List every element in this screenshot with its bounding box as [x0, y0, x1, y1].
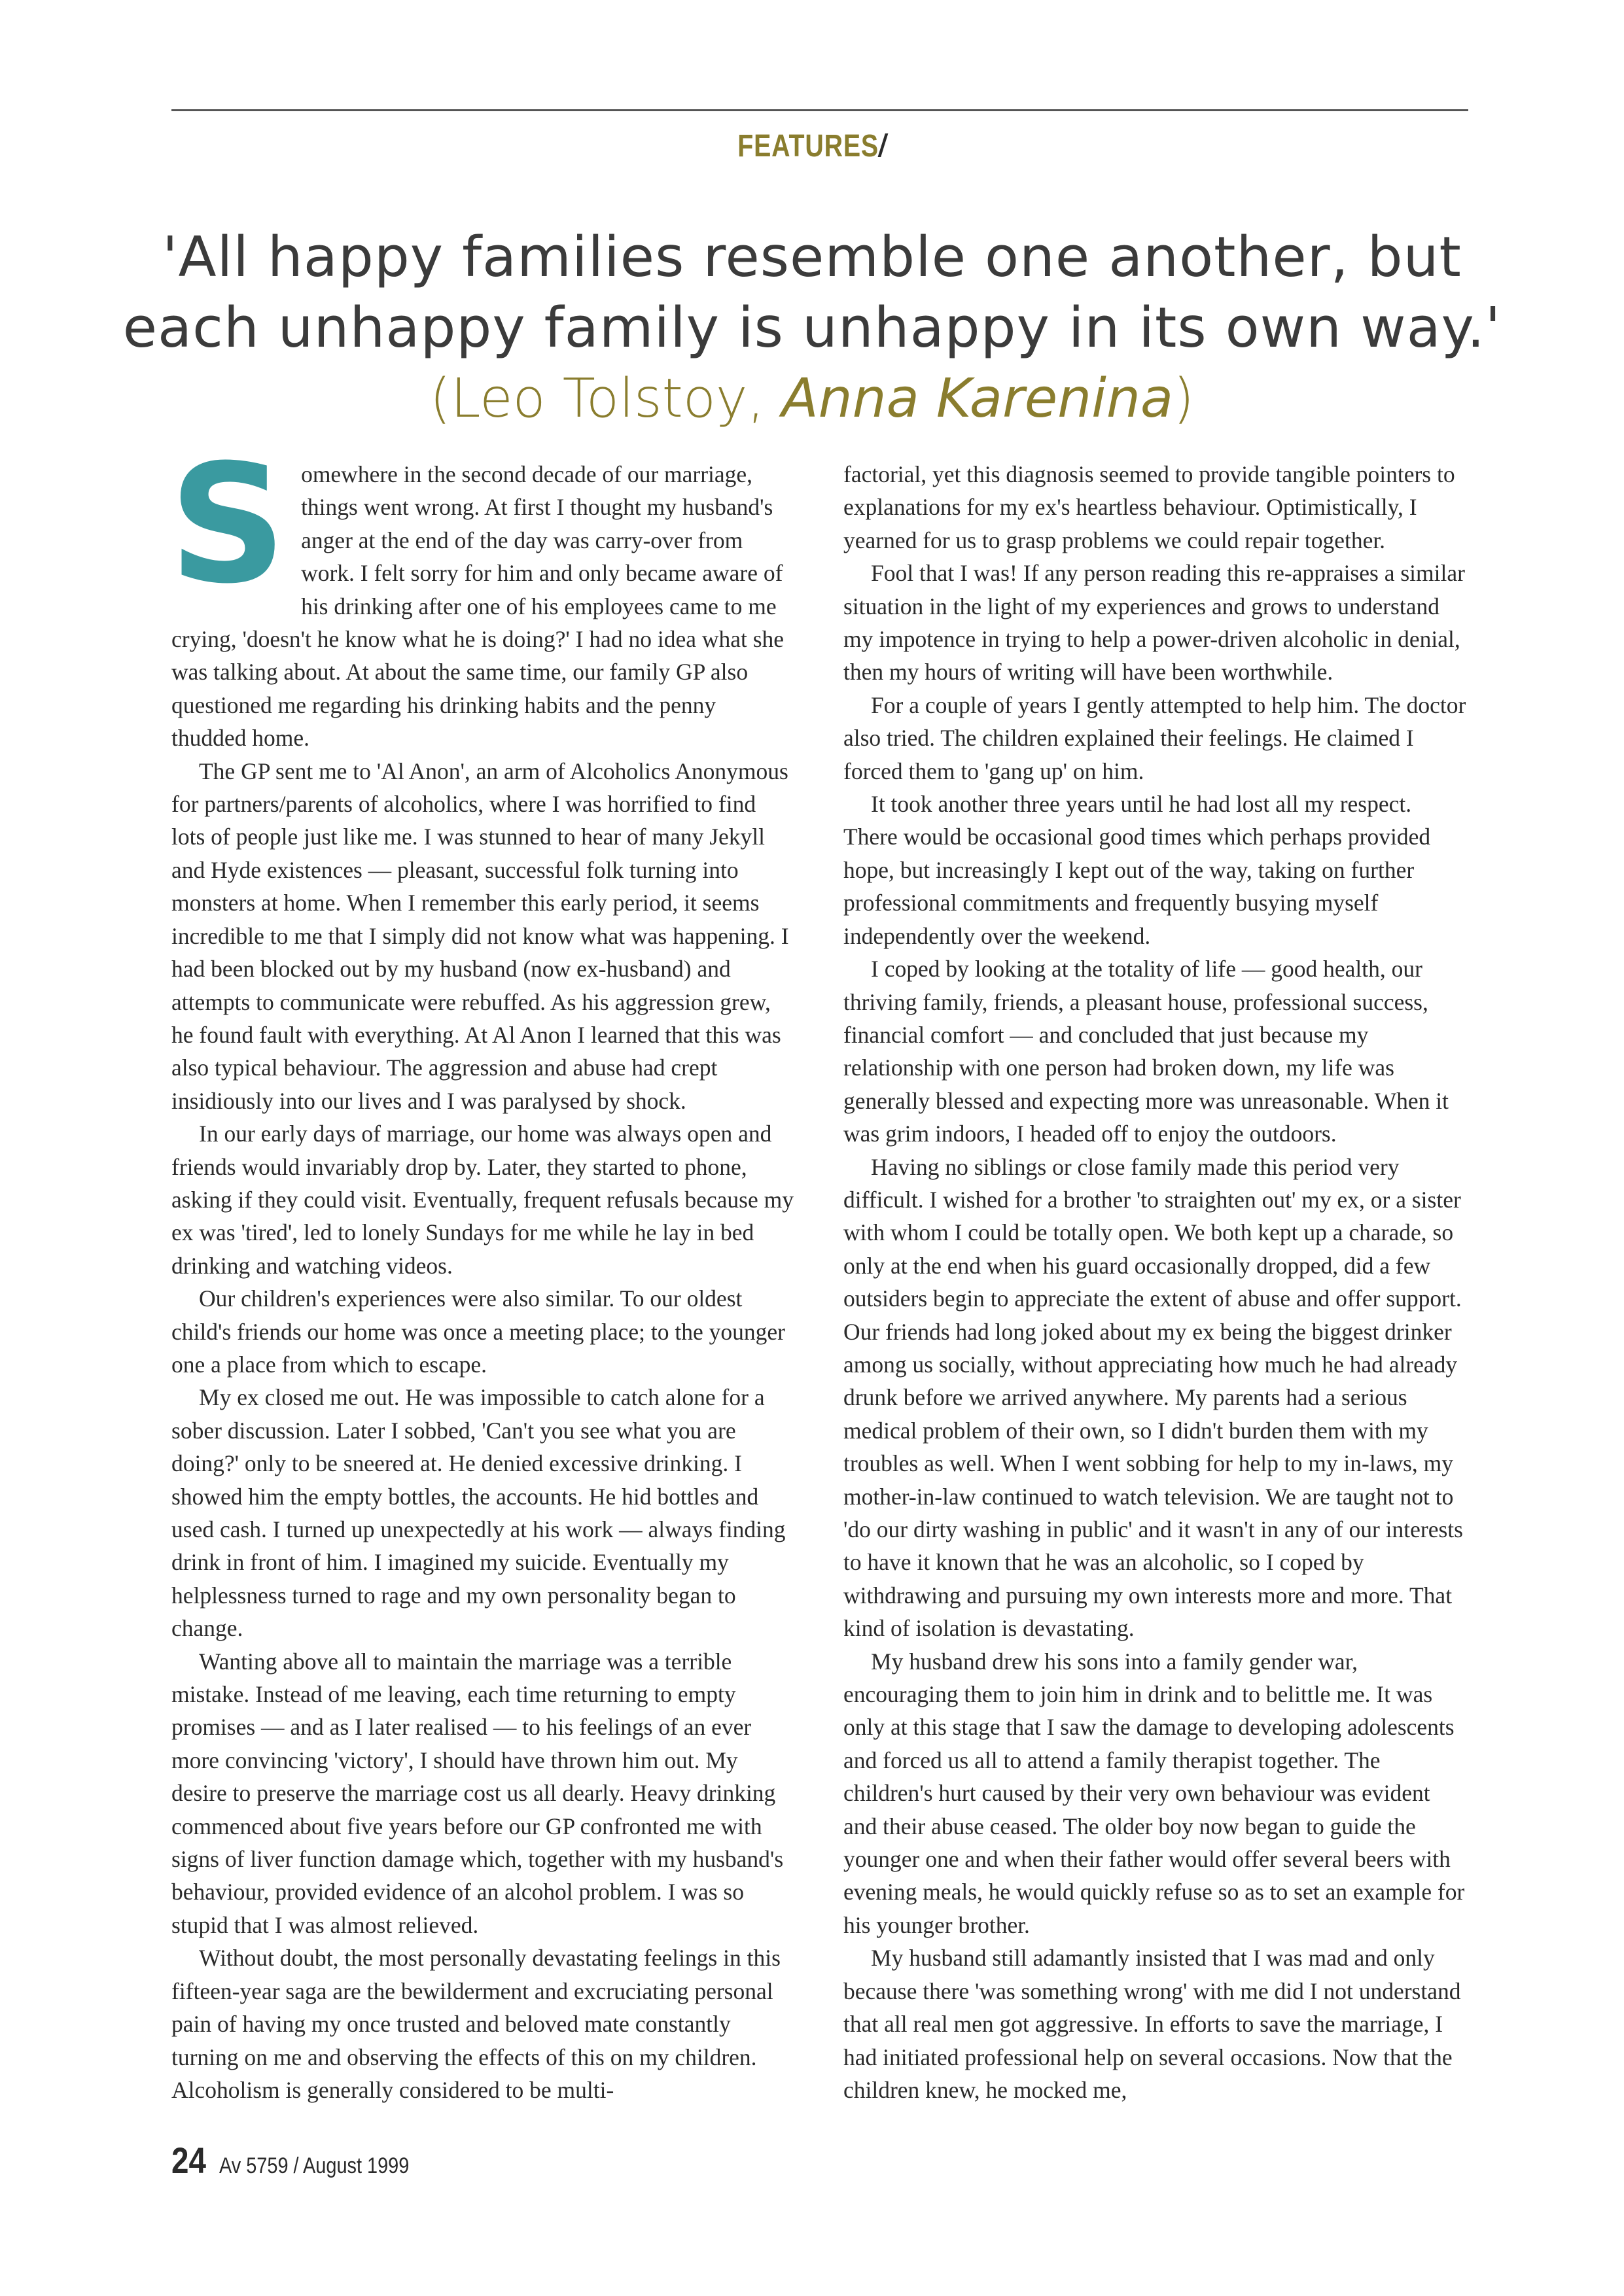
article-paragraph: Our children's experiences were also similar. To our oldest child's friends our home was once a meeting place; to the younger one a place from which to escape.	[171, 1285, 785, 1378]
article-paragraph: The GP sent me to 'Al Anon', an arm of Alcoholics Anonymous for partners/parents of alcoholics, where I was horrified to find lots of people just like me. I was stunned to hear of many Jekyll and Hyde existences — pleasant, successful folk turning into monsters at home. When I remember this early period, it seems incredible to me that I simply did not know what was happening. I had been blocked out by my husband (now ex-husband) and attempts to communicate were rebuffed. As his aggression grew, he found fault with everything. At Al Anon I learned that this was also typical behaviour. The aggression and abuse had crept insidiously into our lives and I was paralysed by shock.	[171, 757, 789, 1114]
article-paragraph: In our early days of marriage, our home was always open and friends would invariably drop by. Later, they started to phone, asking if they could visit. Eventually, frequent refusals because my ex was 'tired', led to lonely Sundays for me while he lay in bed drinking and watching videos.	[171, 1121, 794, 1279]
issue-info: Av 5759 / August 1999	[219, 2153, 410, 2178]
drop-cap: S	[169, 429, 287, 619]
article-paragraph	[169, 429, 794, 755]
article-column-left	[169, 429, 794, 2106]
epigraph-work-title: Anna Karenina	[781, 368, 1174, 430]
epigraph-line-1: 'All happy families resemble one another, but	[162, 225, 1462, 290]
article-paragraph: For a couple of years I gently attempted to help him. The doctor also tried. The children explained their feelings. He claimed I forced them to 'gang up' on him.	[843, 691, 1466, 784]
epigraph-line-2: each unhappy family is unhappy in its own way.'	[122, 296, 1502, 360]
section-slash: /	[879, 129, 887, 164]
article-paragraph: My husband drew his sons into a family gender war, encouraging them to join him in drink and to belittle me. It was only at this stage that I saw the damage to developing adolescents and forced us all to attend a family therapist together. The children's hurt caused by their very own behaviour was evident and their abuse ceased. The older boy now began to guide the younger one and when their father would offer several beers with evening meals, he would quickly refuse so as to set an example for his younger brother.	[843, 1648, 1465, 1938]
article-paragraph: I coped by looking at the totality of life — good health, our thriving family, friends, a pleasant house, professional success, financial comfort — and concluded that just because my relationship with one person had broken down, my life was generally blessed and expecting more was unreasonable. When it was grim indoors, I headed off to enjoy the outdoors.	[843, 956, 1449, 1147]
article-paragraph: Fool that I was! If any person reading this re-appraises a similar situation in the light of my experiences and grows to understand my impotence in trying to help a power-driven alcoholic in denial, then my hours of writing will have been worthwhile.	[843, 560, 1465, 686]
article-paragraph: Wanting above all to maintain the marriage was a terrible mistake. Instead of me leaving, each time returning to empty promises — and as I later realised — to his feelings of an ever more convincing 'victory', I should have thrown him out. My desire to preserve the marriage cost us all dearly. Heavy drinking commenced about five years before our GP confronted me with signs of liver function damage which, together with my husband's behaviour, provided evidence of an alcohol problem. I was so stupid that I was almost relieved.	[171, 1648, 784, 1938]
header-rule	[171, 109, 1468, 111]
article-column-right	[843, 458, 1466, 2106]
article-paragraph: Having no siblings or close family made this period very difficult. I wished for a brother 'to straighten out' my ex, or a sister with whom I could be totally open. We both kept up a charade, so only at the end when his guard occasionally dropped, did a few outsiders begin to appreciate the extent of abuse and offer support. Our friends had long joked about my ex being the biggest drinker among us socially, without appreciating how much he had already drunk before we arrived anywhere. My parents had a serious medical problem of their own, so I didn't burden them with my troubles as well. When I went sobbing for help to my in-laws, my mother-in-law continued to watch television. We are taught not to 'do our dirty washing in public' and it wasn't in any of our interests to have it known that he was an alcoholic, so I coped by withdrawing and pursuing my own interests more and more. That kind of isolation is devastating.	[843, 1153, 1463, 1642]
article-paragraph: factorial, yet this diagnosis seemed to provide tangible pointers to explanations for my ex's heartless behaviour. Optimistically, I yearned for us to grasp problems we could repair together.	[843, 461, 1455, 553]
section-label	[146, 128, 1477, 164]
article-paragraph: My ex closed me out. He was impossible to catch alone for a sober discussion. Later I sobbed, 'Can't you see what you are doing?' only to be sneered at. He denied excessive drinking. I showed him the empty bottles, the accounts. He hid bottles and used cash. I turned up unexpectedly at his work — always finding drink in front of him. I imagined my suicide. Eventually my helplessness turned to rage and my own personality began to change.	[171, 1384, 786, 1642]
section-title: FEATURES	[737, 129, 879, 164]
page-footer	[171, 2139, 442, 2182]
epigraph-author: (Leo Tolstoy,	[429, 368, 782, 430]
epigraph-source	[118, 364, 1506, 434]
article-paragraph: It took another three years until he had lost all my respect. There would be occasional good times which perhaps provided hope, but increasingly I kept out of the way, taking on further professional commitments and frequently busying myself independently over the weekend.	[843, 791, 1431, 949]
epigraph-source-close: )	[1173, 368, 1195, 430]
epigraph	[118, 222, 1506, 434]
paragraph-text: omewhere in the second decade of our marriage, things went wrong. At first I thought my husband's anger at the end of the day was carry-over from work. I felt sorry for him and only became aware of his drinking after one of his employees came to me crying, 'doesn't he know what he is doing?' I had no idea what she was talking about. At about the same time, our family GP also questioned me regarding his drinking habits and the penny thudded home.	[171, 461, 785, 752]
article-paragraph: Without doubt, the most personally devastating feelings in this fifteen-year saga are the bewilderment and excruciating personal pain of having my once trusted and beloved mate constantly turning on me and observing the effects of this on my children. Alcoholism is generally considered to be multi-	[171, 1945, 781, 2103]
page-number: 24	[171, 2140, 206, 2181]
article-paragraph: My husband still adamantly insisted that I was mad and only because there 'was something wrong' with me did I not understand that all real men got aggressive. In efforts to save the marriage, I had initiated professional help on several occasions. Now that the children knew, he mocked me,	[843, 1945, 1461, 2103]
